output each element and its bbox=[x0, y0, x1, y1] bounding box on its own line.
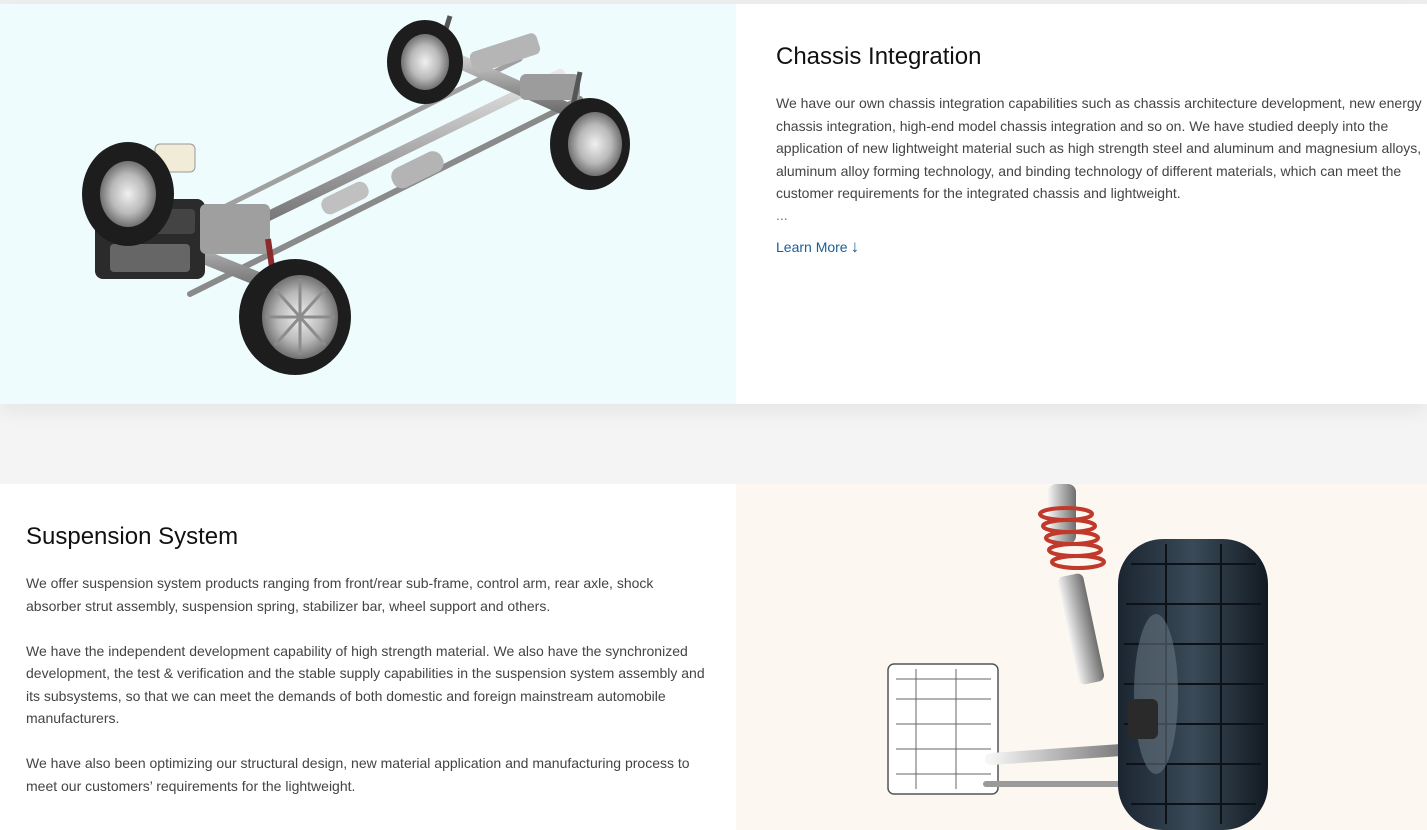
suspension-title: Suspension System bbox=[26, 523, 239, 550]
suspension-text-block bbox=[26, 522, 706, 820]
suspension-section bbox=[0, 484, 1427, 830]
chassis-paragraph: We have our own chassis integration capabilities such as chassis architecture development, new energy chassis integration, high-end model chassis integration and so on. We have studied deeply into the application of new lightweight material such as high strength steel and aluminum and magnesium alloys, aluminum alloy forming technology, and binding technology of different materials, which can meet the customer requirements for the integrated chassis and lightweight. bbox=[776, 95, 1422, 201]
chassis-illustration-icon bbox=[0, 4, 736, 404]
chassis-text-block bbox=[776, 42, 1426, 257]
suspension-illustration-icon bbox=[736, 484, 1427, 830]
learn-more-link[interactable] bbox=[776, 237, 859, 257]
suspension-image bbox=[736, 484, 1427, 830]
chassis-image bbox=[0, 4, 736, 404]
suspension-paragraph-3: We have also been optimizing our structural design, new material application and manufacturing process to meet our customers’ requirements for the lightweight. bbox=[26, 755, 690, 794]
suspension-paragraph-1: We offer suspension system products ranging from front/rear sub-frame, control arm, rear axle, shock absorber strut assembly, suspension spring, stabilizer bar, wheel support and others. bbox=[26, 575, 654, 614]
chassis-title: Chassis Integration bbox=[776, 43, 982, 70]
chassis-section bbox=[0, 4, 1427, 404]
chassis-ellipsis: ... bbox=[776, 206, 788, 223]
arrow-down-icon: ↓ bbox=[850, 236, 860, 256]
learn-more-label: Learn More bbox=[776, 238, 848, 255]
suspension-paragraph-2: We have the independent development capability of high strength material. We also have the synchronized development, the test & verification and the stable supply capabilities in the suspension system assembly and its subsystems, so that we can meet the demands of both domestic and foreign mainstream automobile manufacturers. bbox=[26, 642, 705, 726]
